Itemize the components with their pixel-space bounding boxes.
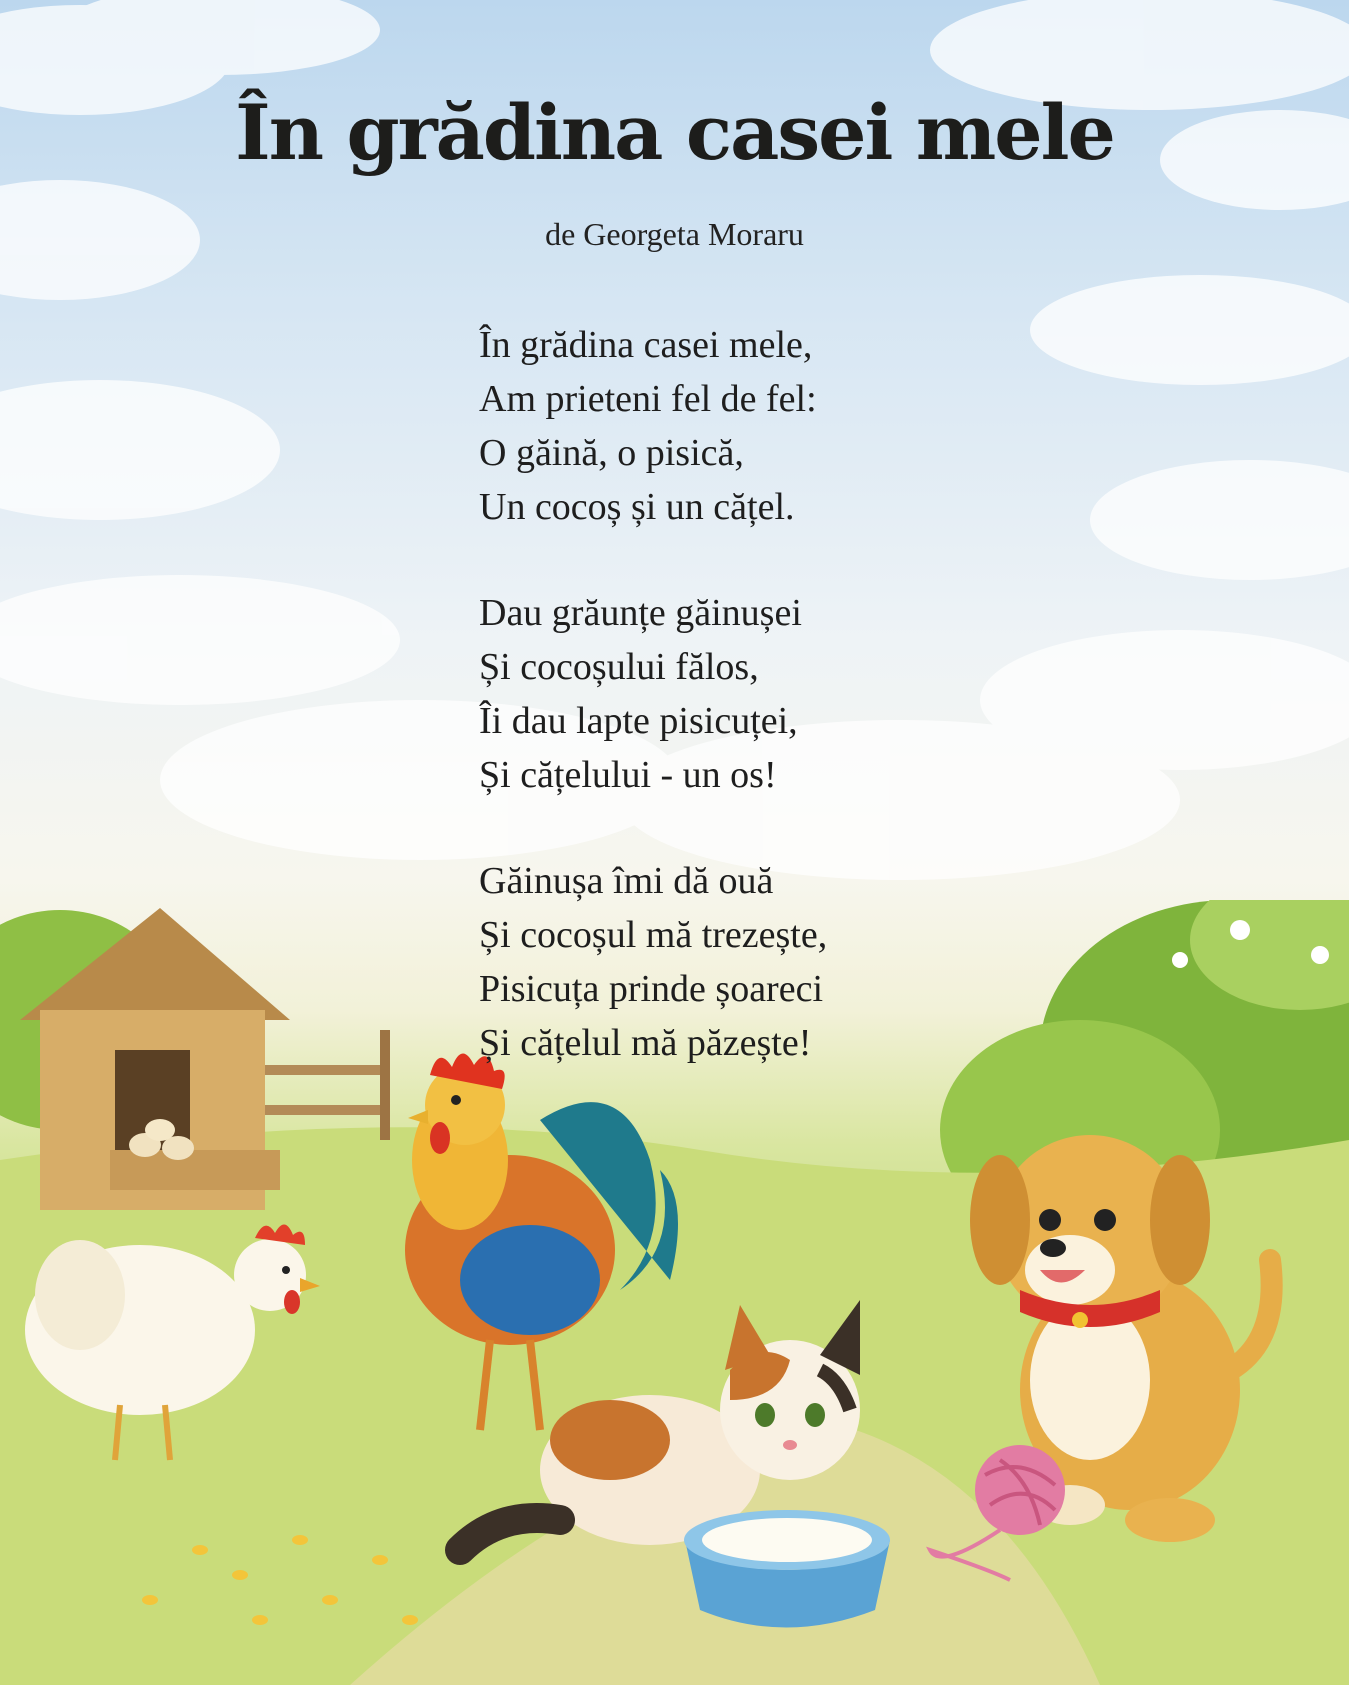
poem-line: Pisicuța prinde șoareci xyxy=(479,968,824,1010)
poem-line: În grădina casei mele, xyxy=(479,324,813,366)
poem-line: Un cocoș și un cățel. xyxy=(479,486,795,528)
poem-line: Și cățelului - un os! xyxy=(479,754,777,796)
poem-line: Și cățelul mă păzește! xyxy=(479,1022,812,1064)
poem-author: de Georgeta Moraru xyxy=(545,216,804,252)
poem-line: Dau grăunțe găinușei xyxy=(479,592,802,634)
poem-line: Și cocoșului fălos, xyxy=(479,646,759,688)
poem-line: Îi dau lapte pisicuței, xyxy=(479,700,798,742)
poem-line: Am prieteni fel de fel: xyxy=(479,378,817,420)
milk-bowl-icon xyxy=(684,1510,890,1628)
poem-body xyxy=(479,318,999,1122)
poem-line: Și cocoșul mă trezește, xyxy=(479,914,828,956)
stanza-2 xyxy=(479,586,999,802)
stanza-3 xyxy=(479,854,999,1070)
poem-line: O găină, o pisică, xyxy=(479,432,744,474)
poem-line: Găinușa îmi dă ouă xyxy=(479,860,774,902)
poem-title: În grădina casei mele xyxy=(235,88,1114,177)
stanza-1 xyxy=(479,318,999,534)
